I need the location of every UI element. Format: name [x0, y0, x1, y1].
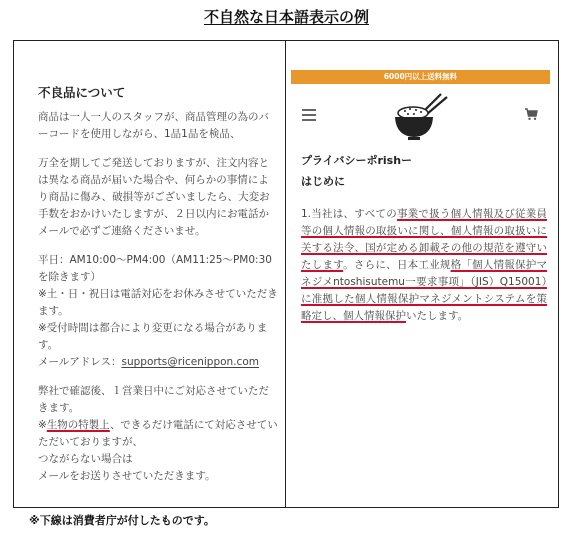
rice-bowl-chopsticks-icon[interactable] — [393, 92, 451, 148]
underlined-segment-1: 事業で扱う個人情報及び従業員等の個人情報の取扱いに関し、個人情報の取扱いに关する法令、国が定める卸載その他の規范を遵守いたします — [301, 208, 548, 271]
contact-instructions: 万全を期してご発送しておりますが、注文内容とは異なる商品が届いた場合や、何らかの事情により商品に傷み、破損等がございましたら、大変お手数をおかけいたしますが、２日以内にお電話かメールで必ずご連絡くださいませ。 — [38, 157, 270, 237]
email-fallback-note: メールをお送りさせていただきます。 — [38, 470, 216, 482]
hours-change-note: ※受付時間は都合により変更になる場合があります。 — [38, 322, 268, 351]
body-middle: 。さらに、日本工业规 — [343, 259, 451, 271]
perishable-note-rest: 、できるだけ電話にて対応させていただいておりますが、 — [38, 419, 278, 448]
privacy-policy-body — [301, 206, 547, 325]
privacy-policy-panel — [301, 152, 547, 325]
shopping-cart-icon[interactable] — [524, 106, 538, 125]
hamburger-menu-icon[interactable] — [302, 109, 316, 124]
body-prefix: 1.当社は、すべての — [301, 208, 397, 220]
defective-goods-heading: 不良品について — [38, 85, 126, 100]
body-suffix: いたします。 — [406, 310, 469, 322]
email-link[interactable]: supports@ricenippon.com — [121, 356, 259, 368]
page-title: 不自然な日本語表示の例 — [203, 8, 369, 26]
defective-goods-panel — [38, 84, 278, 485]
email-label: メールアドレス： — [38, 356, 122, 368]
perishable-note — [38, 417, 278, 451]
inspection-text: 商品は一人一人のスタッフが、商品管理の為のバーコードを使用しながら、1品1品を検品、 — [38, 111, 269, 140]
unreachable-note: つながらない場合は — [38, 453, 133, 465]
footnote: ※下線は消費者庁が付したものです。 — [29, 514, 215, 527]
email-line — [38, 354, 278, 371]
privacy-policy-heading: プライバシーポrishー — [301, 154, 413, 167]
perishable-note-prefix: ※ — [38, 419, 47, 431]
underlined-segment-2: 格「個人情報保护マネジメntoshisutemu一要求事项」（JIS）Q15001）に准拠した個人情報保护マネジメントシステムを策略定し、個人情報保护 — [301, 259, 547, 322]
introduction-heading: はじめに — [301, 175, 345, 188]
underlined-phrase: 生物の特製上 — [46, 419, 110, 431]
frame-divider — [285, 40, 286, 508]
confirmation-text: 弊社で確認後、１営業日中にご対応させていただきます。 — [38, 385, 269, 414]
holiday-note: ※土・日・祝日は電話対応をお休みさせていただきます。 — [38, 288, 278, 317]
free-shipping-banner: 6000円以上送料無料 — [291, 70, 550, 84]
business-hours: 平日：AM10:00〜PM4:00（AM11:25〜PM0:30を除きます） — [38, 254, 272, 283]
